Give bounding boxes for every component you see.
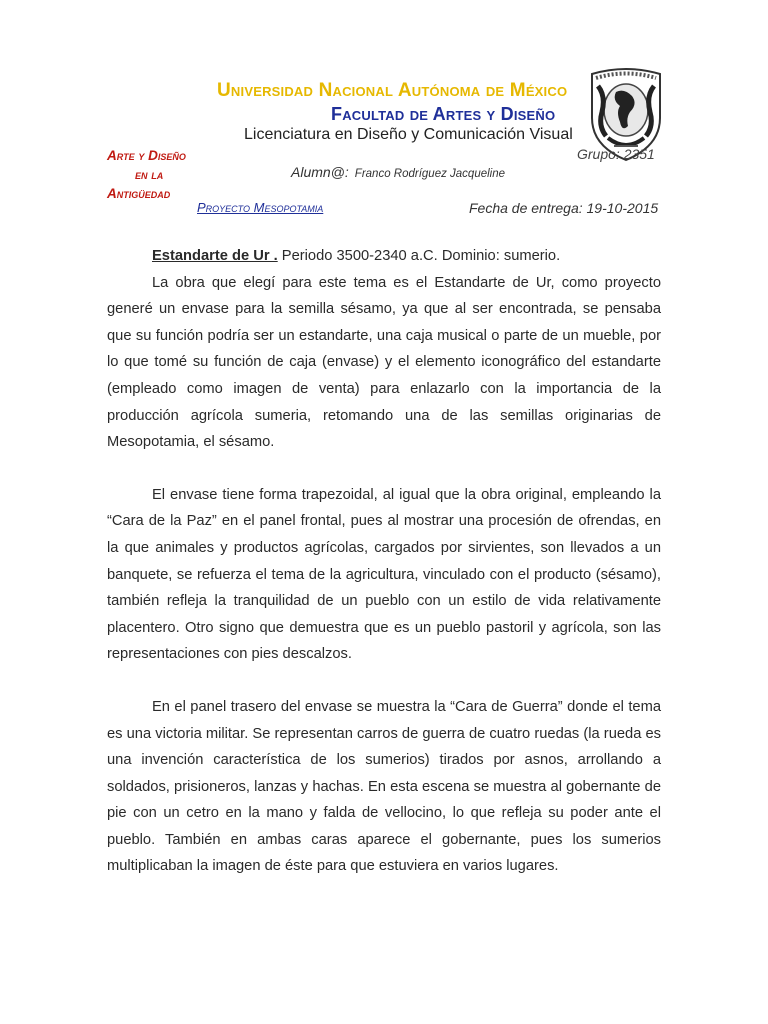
artwork-period: Periodo 3500-2340 a.C. Dominio: sumerio. (277, 248, 561, 264)
document-body (107, 243, 661, 880)
faculty-title: Facultad de Artes y Diseño (331, 104, 556, 124)
artwork-title: Estandarte de Ur . (152, 248, 278, 264)
university-title: Universidad Nacional Autónoma de México (217, 80, 568, 101)
paragraph: La obra que elegí para este tema es el Estandarte de Ur, como proyecto generé un envase para la semilla sésamo, ya que al ser encontrada, se pensaba que su función podría ser un estandarte, una caja musical o parte de un mueble, por lo que tomé su función de caja (envase) y el elemento iconográfico del estandarte (empleado como imagen de venta) para enlazarlo con la importancia de la producción agrícola sumeria, retomando una de las semillas originarias de Mesopotamia, el sésamo. (107, 274, 661, 451)
project-title: Proyecto Mesopotamia (197, 200, 324, 215)
paragraph: En el panel trasero del envase se muestra la “Cara de Guerra” donde el tema es una victoria militar. Se representan carros de guerra de cuatro ruedas (la rueda es una invención característica de los sumerios) tirados por asnos, arrollando a soldados, prisioneros, lanzas y hachas. En esta escena se muestra al gobernante de pie con un cetro en la mano y falda de vellocino, lo que refleja su poder ante el pueblo. También en ambas caras aparece el gobernante, pues los sumerios multiplicaban la imagen de éste para que estuviera en varios lugares. (107, 698, 661, 875)
course-title-line-1: Arte y Diseño (107, 148, 186, 163)
student-label: Alumn@: (291, 164, 349, 180)
paragraph: El envase tiene forma trapezoidal, al igual que la obra original, empleando la “Cara de la Paz” en el panel frontal, pues al mostrar una procesión de ofrendas, en la que animales y productos agrícolas, cargados por sirvientes, son llevados a un banquete, se refuerza el tema de la agricultura, vinculado con el producto (sésamo), también refleja la tranquilidad de un pueblo con un estilo de vida relativamente placentero. Otro signo que demuestra que es un pueblo pastoril y agrícola, son las representaciones con pies descalzos. (107, 486, 661, 663)
student-line (291, 164, 505, 180)
group-label: Grupo: 2351 (577, 146, 655, 162)
student-name: Franco Rodríguez Jacqueline (354, 168, 506, 180)
course-title (107, 146, 186, 203)
intro-line (107, 243, 661, 270)
course-title-line-2: en la (135, 167, 164, 182)
program-name: Licenciatura en Diseño y Comunicación Visual (244, 126, 573, 143)
course-title-line-3: Antigüedad (107, 186, 171, 201)
due-date: Fecha de entrega: 19-10-2015 (469, 200, 659, 216)
